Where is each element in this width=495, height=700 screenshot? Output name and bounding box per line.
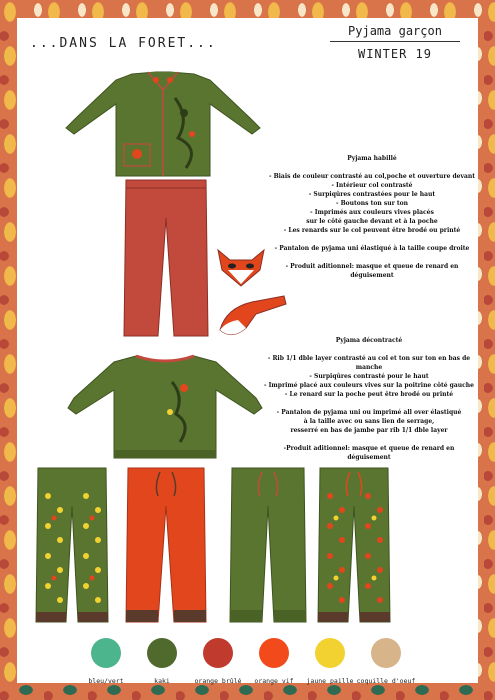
swatch-dot — [371, 638, 401, 668]
color-swatch-row — [76, 638, 420, 698]
swatch-bleu-vert — [76, 638, 136, 685]
habille-line: - Surpiqûres contrastées pour le haut — [308, 191, 436, 198]
pyjama-habille-title: Pyjama habillé — [347, 155, 397, 162]
collection-title: ...DANS LA FORET... — [30, 36, 217, 51]
swatch-label: coquille d'oeuf — [356, 677, 416, 685]
decontracte-line: - Le renard sur la poche peut être brodé ou printé — [284, 391, 454, 398]
habille-line: - Produit aditionnel: masque et queue de renard en déguisement — [285, 263, 459, 279]
decontracte-line: - Imprimé placé aux couleurs vives sur la poitrine côté gauche — [264, 382, 474, 389]
swatch-dot — [91, 638, 121, 668]
habille-spacer — [268, 235, 476, 244]
decontracte-line: resserré en bas de jambe par rib 1/1 dble layer — [290, 427, 448, 434]
swatch-orange-brule — [188, 638, 248, 685]
sweatshirt-illustration — [66, 352, 264, 462]
pyjama-decontracte-description — [262, 336, 476, 462]
fox-mask-illustration — [214, 248, 268, 288]
swatch-label: orange brûlé — [194, 677, 242, 685]
habille-line: - Pantalon de pyjama uni élastiqué à la taille coupe droite — [274, 245, 470, 252]
printed-jogger-illustration-1 — [34, 466, 110, 624]
swatch-label: jaune paille — [306, 677, 354, 685]
orange-jogger-illustration — [124, 466, 208, 624]
habille-line: - Les renards sur le col peuvent être brodé ou printé — [283, 227, 461, 234]
header-divider — [330, 41, 460, 42]
habille-spacer — [268, 253, 476, 262]
decontracte-line: à la taille avec ou sans lien de serrage, — [303, 418, 435, 425]
habille-line: - Boutons ton sur ton — [336, 200, 408, 207]
habille-line: - Biais de couleur contrasté au col,poche et ouverture devant — [269, 173, 475, 180]
khaki-jogger-illustration — [228, 466, 308, 624]
swatch-dot — [203, 638, 233, 668]
product-title: Pyjama garçon — [348, 24, 442, 38]
printed-jogger-illustration-2 — [316, 466, 392, 624]
habille-line: - Intérieur col contrasté — [331, 182, 413, 189]
pyjama-shirt-illustration — [60, 68, 266, 180]
swatch-orange-vif — [244, 638, 304, 685]
decontracte-spacer — [262, 435, 476, 444]
habille-line: - Imprimés aux couleurs vives placés — [310, 209, 434, 216]
decontracte-spacer — [262, 399, 476, 408]
swatch-dot — [315, 638, 345, 668]
pyjama-habille-description — [268, 154, 476, 280]
decontracte-line: - Surpiqûres contrasté pour le haut — [309, 373, 429, 380]
swatch-label: orange vif — [254, 677, 294, 685]
swatch-kaki — [132, 638, 192, 685]
swatch-coquille-d-oeuf — [356, 638, 416, 685]
swatch-dot — [259, 638, 289, 668]
habille-line: sur le côté gauche devant et à la poche — [306, 218, 438, 225]
swatch-label: kaki — [154, 677, 170, 685]
decontracte-line: - Rib 1/1 dble layer contrasté au col et ton sur ton en bas de manche — [267, 355, 471, 371]
decontracte-line: -Produit aditionnel: masque et queue de renard en déguisement — [283, 445, 455, 461]
decontracte-line: - Pantalon de pyjama uni ou imprimé all over élastiqué — [276, 409, 462, 416]
swatch-jaune-paille — [300, 638, 360, 685]
straight-pant-illustration — [122, 178, 210, 338]
pyjama-decontracte-title: Pyjama décontracté — [335, 337, 403, 344]
season-label: WINTER 19 — [357, 47, 433, 61]
swatch-label: bleu/vert — [88, 677, 124, 685]
swatch-dot — [147, 638, 177, 668]
